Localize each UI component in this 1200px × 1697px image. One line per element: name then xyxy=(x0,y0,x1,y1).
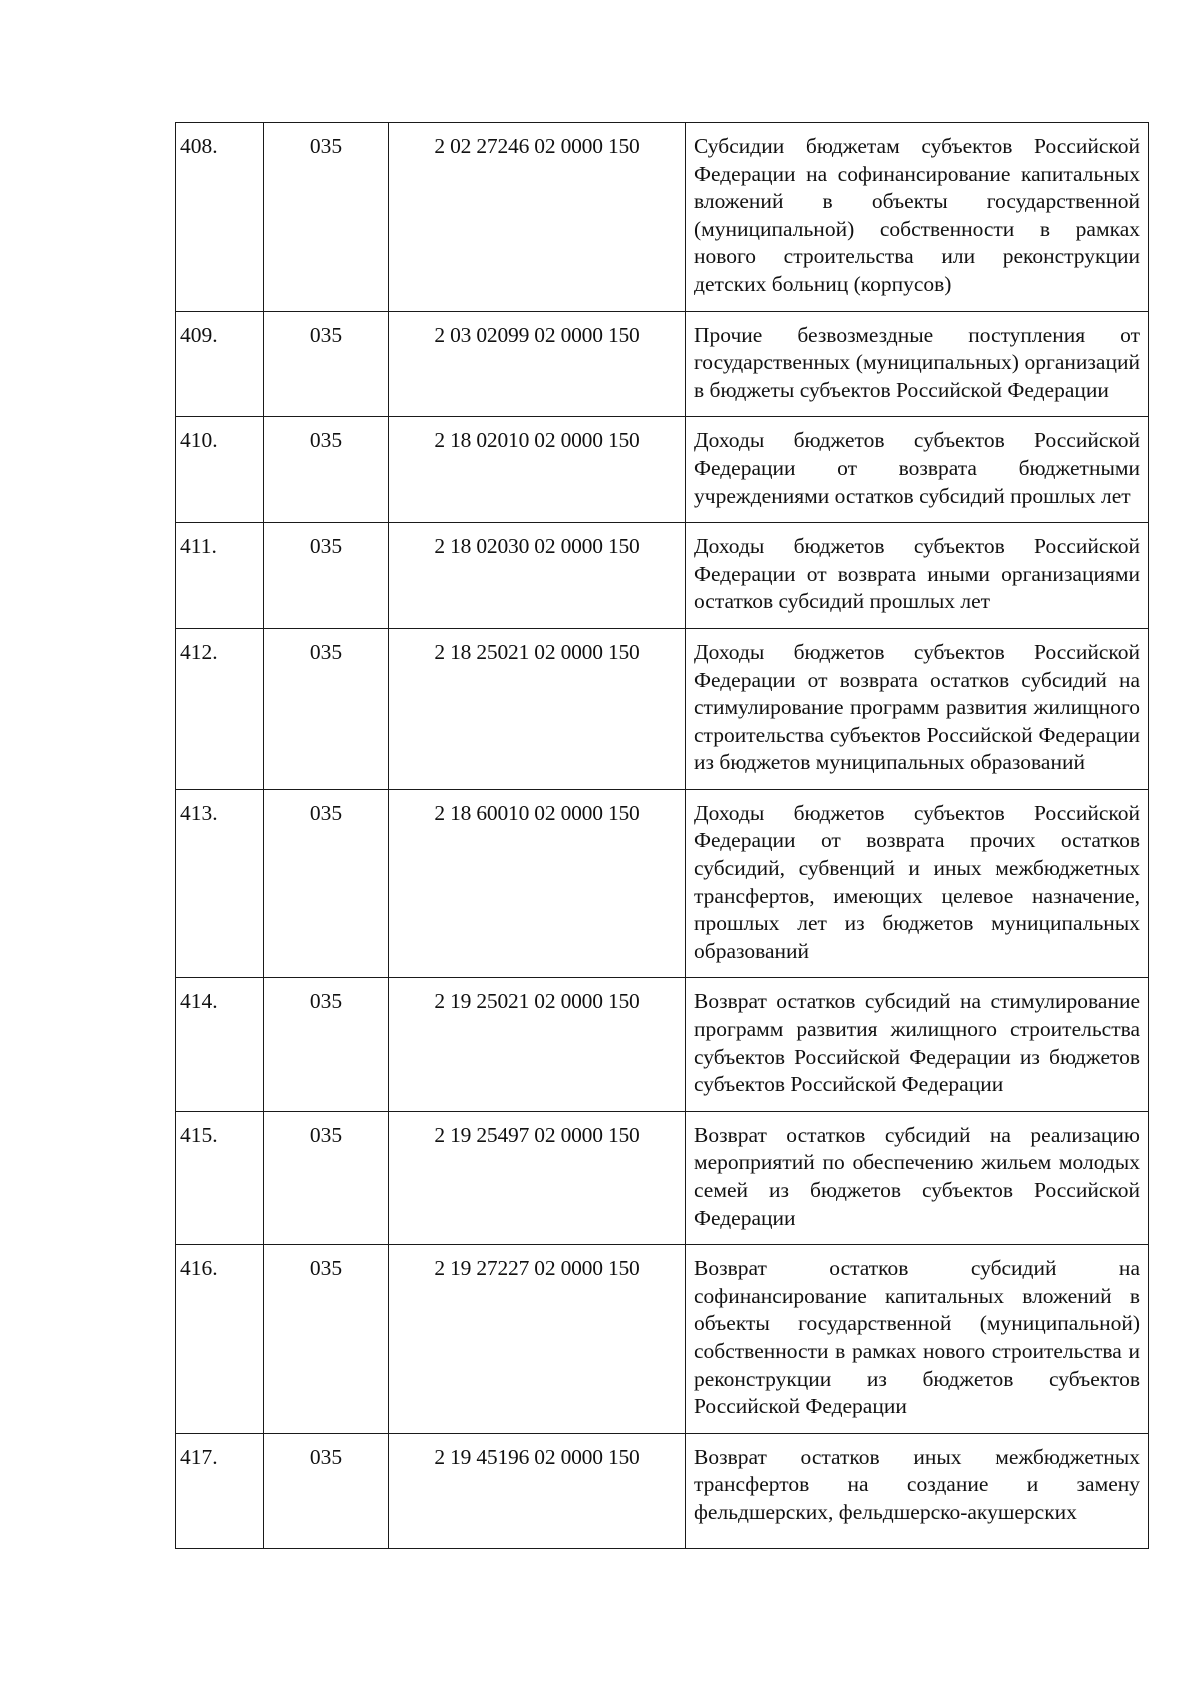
budget-codes-table xyxy=(175,122,1149,1549)
table-row xyxy=(176,1111,1149,1244)
budget-classification-code: 2 03 02099 02 0000 150 xyxy=(389,311,686,417)
income-description: Доходы бюджетов субъектов Российской Федерации от возврата прочих остатков субсидий, субвенций и иных межбюджетных трансфертов, имеющих целевое назначение, прошлых лет из бюджетов муниципальных образований xyxy=(686,789,1149,978)
table-row xyxy=(176,1433,1149,1548)
row-number: 414. xyxy=(176,978,264,1111)
admin-code: 035 xyxy=(264,311,389,417)
row-number: 411. xyxy=(176,523,264,629)
admin-code: 035 xyxy=(264,1245,389,1434)
admin-code: 035 xyxy=(264,1111,389,1244)
table-row xyxy=(176,417,1149,523)
budget-classification-code: 2 19 45196 02 0000 150 xyxy=(389,1433,686,1548)
table-row xyxy=(176,123,1149,312)
admin-code: 035 xyxy=(264,789,389,978)
table-row xyxy=(176,978,1149,1111)
income-description: Возврат остатков субсидий на стимулирование программ развития жилищного строительства субъектов Российской Федерации из бюджетов субъектов Российской Федерации xyxy=(686,978,1149,1111)
income-description: Доходы бюджетов субъектов Российской Федерации от возврата остатков субсидий на стимулирование программ развития жилищного строительства субъектов Российской Федерации из бюджетов муниципальных образований xyxy=(686,628,1149,789)
row-number: 409. xyxy=(176,311,264,417)
budget-classification-code: 2 18 60010 02 0000 150 xyxy=(389,789,686,978)
income-description: Доходы бюджетов субъектов Российской Федерации от возврата иными организациями остатков субсидий прошлых лет xyxy=(686,523,1149,629)
income-description: Прочие безвозмездные поступления от государственных (муниципальных) организаций в бюджеты субъектов Российской Федерации xyxy=(686,311,1149,417)
row-number: 408. xyxy=(176,123,264,312)
admin-code: 035 xyxy=(264,628,389,789)
budget-classification-code: 2 02 27246 02 0000 150 xyxy=(389,123,686,312)
budget-classification-code: 2 19 27227 02 0000 150 xyxy=(389,1245,686,1434)
budget-classification-code: 2 19 25021 02 0000 150 xyxy=(389,978,686,1111)
admin-code: 035 xyxy=(264,523,389,629)
income-description: Доходы бюджетов субъектов Российской Федерации от возврата бюджетными учреждениями остатков субсидий прошлых лет xyxy=(686,417,1149,523)
table-row xyxy=(176,523,1149,629)
income-description: Возврат остатков субсидий на софинансирование капитальных вложений в объекты государственной (муниципальной) собственности в рамках нового строительства и реконструкции из бюджетов субъектов Российской Федерации xyxy=(686,1245,1149,1434)
table-row xyxy=(176,311,1149,417)
table-row xyxy=(176,789,1149,978)
admin-code: 035 xyxy=(264,417,389,523)
admin-code: 035 xyxy=(264,1433,389,1548)
income-description: Возврат остатков иных межбюджетных трансфертов на создание и замену фельдшерских, фельдшерско-акушерских xyxy=(686,1433,1149,1548)
table-row xyxy=(176,1245,1149,1434)
row-number: 417. xyxy=(176,1433,264,1548)
row-number: 412. xyxy=(176,628,264,789)
budget-classification-code: 2 18 25021 02 0000 150 xyxy=(389,628,686,789)
income-description: Субсидии бюджетам субъектов Российской Федерации на софинансирование капитальных вложений в объекты государственной (муниципальной) собственности в рамках нового строительства или реконструкции детских больниц (корпусов) xyxy=(686,123,1149,312)
row-number: 416. xyxy=(176,1245,264,1434)
admin-code: 035 xyxy=(264,978,389,1111)
table-row xyxy=(176,628,1149,789)
row-number: 410. xyxy=(176,417,264,523)
row-number: 415. xyxy=(176,1111,264,1244)
budget-classification-code: 2 18 02030 02 0000 150 xyxy=(389,523,686,629)
admin-code: 035 xyxy=(264,123,389,312)
budget-classification-code: 2 18 02010 02 0000 150 xyxy=(389,417,686,523)
row-number: 413. xyxy=(176,789,264,978)
budget-classification-code: 2 19 25497 02 0000 150 xyxy=(389,1111,686,1244)
income-description: Возврат остатков субсидий на реализацию мероприятий по обеспечению жильем молодых семей из бюджетов субъектов Российской Федерации xyxy=(686,1111,1149,1244)
